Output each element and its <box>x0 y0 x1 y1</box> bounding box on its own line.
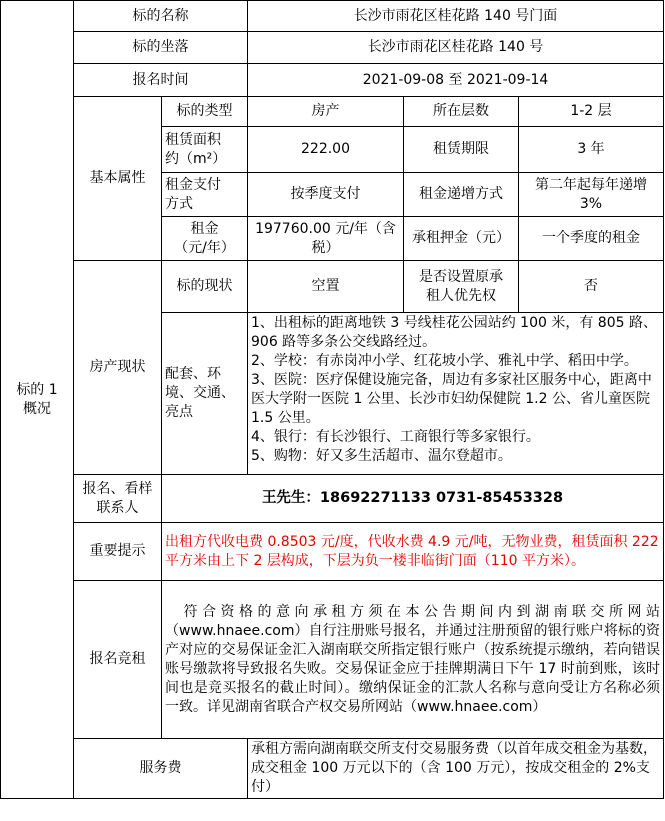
deposit-value: 一个季度的租金 <box>519 217 664 261</box>
contact-label: 报名、看样 联系人 <box>74 475 162 523</box>
payment-label: 租金支付 方式 <box>162 173 248 217</box>
type-label: 标的类型 <box>162 97 248 127</box>
location-value: 长沙市雨花区桂花路 140 号 <box>248 32 664 64</box>
priority-label: 是否设置原承 租人优先权 <box>404 261 519 313</box>
payment-value: 按季度支付 <box>248 173 404 217</box>
floor-label: 所在层数 <box>404 97 519 127</box>
location-label: 标的坐落 <box>74 32 248 64</box>
period-value: 3 年 <box>519 127 664 173</box>
facilities-label: 配套、环 境、交通、 亮点 <box>162 313 248 475</box>
priority-value: 否 <box>519 261 664 313</box>
facilities-line-2: 2、学校：有赤岗冲小学、红花坡小学、雅礼中学、稻田中学。 <box>251 353 638 369</box>
facilities-line-4: 4、银行：有长沙银行、工商银行等多家银行。 <box>251 429 540 445</box>
deposit-label: 承租押金（元） <box>404 217 519 261</box>
reg-time-label: 报名时间 <box>74 64 248 97</box>
notice-value: 出租方代收电费 0.8503 元/度，代收水费 4.9 元/吨，无物业费，租赁面积 222 平方米由上下 2 层构成，下层为负一楼非临街门面（110 平方米）。 <box>162 523 664 581</box>
contact-value: 王先生：18692271133 0731-85453328 <box>162 475 664 523</box>
increase-label: 租金递增方式 <box>404 173 519 217</box>
status-value: 空置 <box>248 261 404 313</box>
period-label: 租赁期限 <box>404 127 519 173</box>
area-label: 租赁面积 约（m²） <box>162 127 248 173</box>
facilities-line-5: 5、购物：好又多生活超市、温尔登超市。 <box>251 448 512 464</box>
property-status-label: 房产现状 <box>74 261 162 475</box>
service-fee-value: 承租方需向湖南联交所支付交易服务费（以首年成交租金为基数，成交租金 100 万元以下的（含 100 万元），按成交租金的 2%支付） <box>248 739 664 799</box>
registration-value: 符合资格的意向承租方须在本公告期间内到湖南联交所网站（www.hnaee.com）自行注册账号报名，并通过注册预留的银行账户将标的资产对应的交易保证金汇入湖南联交所指定银行账户（按系统提示缴纳，若向错误账号缴款将导致报名失败。交易保证金应于挂牌期满日下午 17 时前到账，该时间也是竞买报名的截止时间）。缴纳保证金的汇款人名称与意向受让方名称必须一致。详见湖南省联合产权交易所网站（www.hnaee.com） <box>162 581 664 739</box>
target-name-value: 长沙市雨花区桂花路 140 号门面 <box>248 1 664 32</box>
target-name-label: 标的名称 <box>74 1 248 32</box>
facilities-line-3: 3、医院：医疗保健设施完备，周边有多家社区服务中心，距离中医大学附一医院 1 公里、长沙市妇幼保健院 1.2 公、省儿童医院 1.5 公里。 <box>251 372 652 426</box>
basic-attributes-label: 基本属性 <box>74 97 162 261</box>
type-value: 房产 <box>248 97 404 127</box>
notice-label: 重要提示 <box>74 523 162 581</box>
rent-value: 197760.00 元/年（含 税） <box>248 217 404 261</box>
area-value: 222.00 <box>248 127 404 173</box>
increase-value: 第二年起每年递增 3% <box>519 173 664 217</box>
facilities-line-1: 1、出租标的距离地铁 3 号线桂花公园站约 100 米，有 805 路、906 路等多条公交线路经过。 <box>251 315 657 350</box>
facilities-text <box>248 313 664 475</box>
reg-time-value: 2021-09-08 至 2021-09-14 <box>248 64 664 97</box>
status-label: 标的现状 <box>162 261 248 313</box>
rent-label: 租金 （元/年） <box>162 217 248 261</box>
registration-label: 报名竞租 <box>74 581 162 739</box>
section-label: 标的 1 概况 <box>1 1 74 799</box>
floor-value: 1-2 层 <box>519 97 664 127</box>
service-fee-label: 服务费 <box>74 739 248 799</box>
